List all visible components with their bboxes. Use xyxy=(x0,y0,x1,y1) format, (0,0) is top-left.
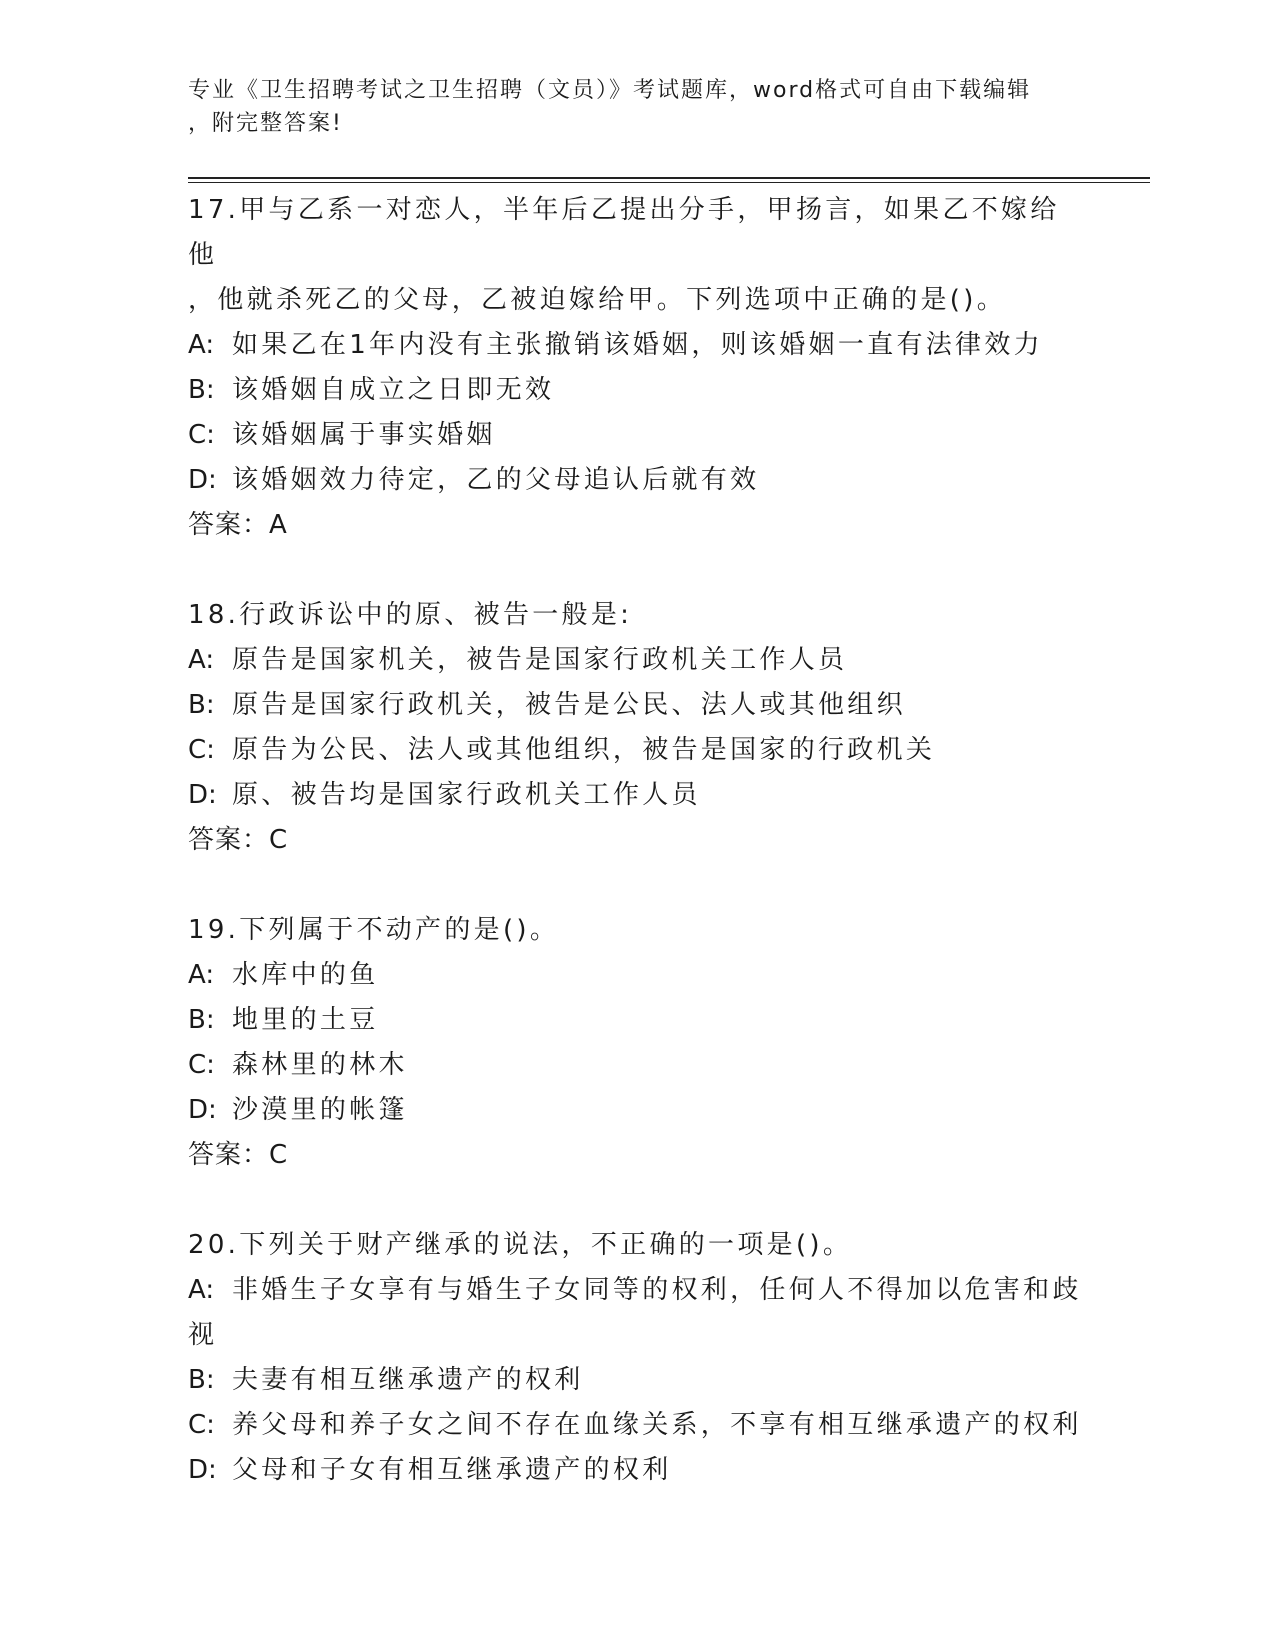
option-b xyxy=(188,368,1088,413)
option-letter: A: xyxy=(188,960,215,990)
answer-label: 答案：A xyxy=(188,510,288,540)
question-list xyxy=(188,188,1088,1538)
option-text: 该婚姻属于事实婚姻 xyxy=(232,420,496,450)
option-text: 该婚姻自成立之日即无效 xyxy=(232,375,555,405)
option-letter: C: xyxy=(188,1410,215,1440)
option-letter: C: xyxy=(188,1050,215,1080)
option-a xyxy=(188,638,1088,683)
option-text: 原告是国家机关，被告是国家行政机关工作人员 xyxy=(232,645,848,675)
option-a xyxy=(188,323,1088,368)
option-text: 该婚姻效力待定，乙的父母追认后就有效 xyxy=(232,465,760,495)
option-letter: B: xyxy=(188,375,215,405)
answer-label: 答案：C xyxy=(188,825,289,855)
document-header xyxy=(188,74,1068,140)
option-letter: D: xyxy=(188,780,217,810)
option-text: 如果乙在1年内没有主张撤销该婚姻，则该婚姻一直有法律效力 xyxy=(232,330,1043,360)
question-18 xyxy=(188,593,1088,863)
header-divider-thick xyxy=(188,177,1150,179)
option-letter: D: xyxy=(188,465,217,495)
question-stem: 17.甲与乙系一对恋人，半年后乙提出分手，甲扬言，如果乙不嫁给他 xyxy=(188,195,1060,270)
option-letter: C: xyxy=(188,420,215,450)
option-text: 原告是国家行政机关，被告是公民、法人或其他组织 xyxy=(232,690,906,720)
header-line-1: 专业《卫生招聘考试之卫生招聘（文员）》考试题库，word格式可自由下载编辑 xyxy=(188,78,1032,103)
option-text: 原告为公民、法人或其他组织，被告是国家的行政机关 xyxy=(232,735,936,765)
question-19 xyxy=(188,908,1088,1178)
option-a xyxy=(188,953,1088,998)
option-letter: B: xyxy=(188,1005,215,1035)
option-text: 父母和子女有相互继承遗产的权利 xyxy=(232,1455,672,1485)
option-d xyxy=(188,1448,1088,1493)
option-text: 地里的土豆 xyxy=(232,1005,379,1035)
question-stem: 20.下列关于财产继承的说法，不正确的一项是()。 xyxy=(188,1230,853,1260)
option-b xyxy=(188,998,1088,1043)
option-a-continued: 视 xyxy=(188,1320,218,1350)
option-letter: B: xyxy=(188,690,215,720)
option-c xyxy=(188,1403,1088,1448)
question-stem: 19.下列属于不动产的是()。 xyxy=(188,915,560,945)
option-letter: A: xyxy=(188,1275,215,1305)
option-letter: B: xyxy=(188,1365,215,1395)
option-letter: A: xyxy=(188,330,215,360)
option-c xyxy=(188,413,1088,458)
option-letter: D: xyxy=(188,1455,217,1485)
option-letter: C: xyxy=(188,735,215,765)
option-text: 夫妻有相互继承遗产的权利 xyxy=(232,1365,584,1395)
option-d xyxy=(188,1088,1088,1133)
option-text: 森林里的林木 xyxy=(232,1050,408,1080)
answer-label: 答案：C xyxy=(188,1140,289,1170)
question-20 xyxy=(188,1223,1088,1493)
option-c xyxy=(188,728,1088,773)
option-b xyxy=(188,683,1088,728)
option-text: 沙漠里的帐篷 xyxy=(232,1095,408,1125)
option-text: 水库中的鱼 xyxy=(232,960,379,990)
option-text: 原、被告均是国家行政机关工作人员 xyxy=(232,780,701,810)
option-c xyxy=(188,1043,1088,1088)
header-divider-thin xyxy=(188,182,1150,183)
option-text: 非婚生子女享有与婚生子女同等的权利，任何人不得加以危害和歧 xyxy=(232,1275,1082,1305)
option-d xyxy=(188,458,1088,503)
option-letter: D: xyxy=(188,1095,217,1125)
question-17 xyxy=(188,188,1088,548)
header-line-2: ，附完整答案! xyxy=(188,111,343,136)
option-text: 养父母和养子女之间不存在血缘关系，不享有相互继承遗产的权利 xyxy=(232,1410,1082,1440)
option-b xyxy=(188,1358,1088,1403)
question-stem-continued: ，他就杀死乙的父母，乙被迫嫁给甲。下列选项中正确的是()。 xyxy=(188,285,1006,315)
option-letter: A: xyxy=(188,645,215,675)
option-a xyxy=(188,1268,1088,1313)
question-stem: 18.行政诉讼中的原、被告一般是: xyxy=(188,600,633,630)
option-d xyxy=(188,773,1088,818)
